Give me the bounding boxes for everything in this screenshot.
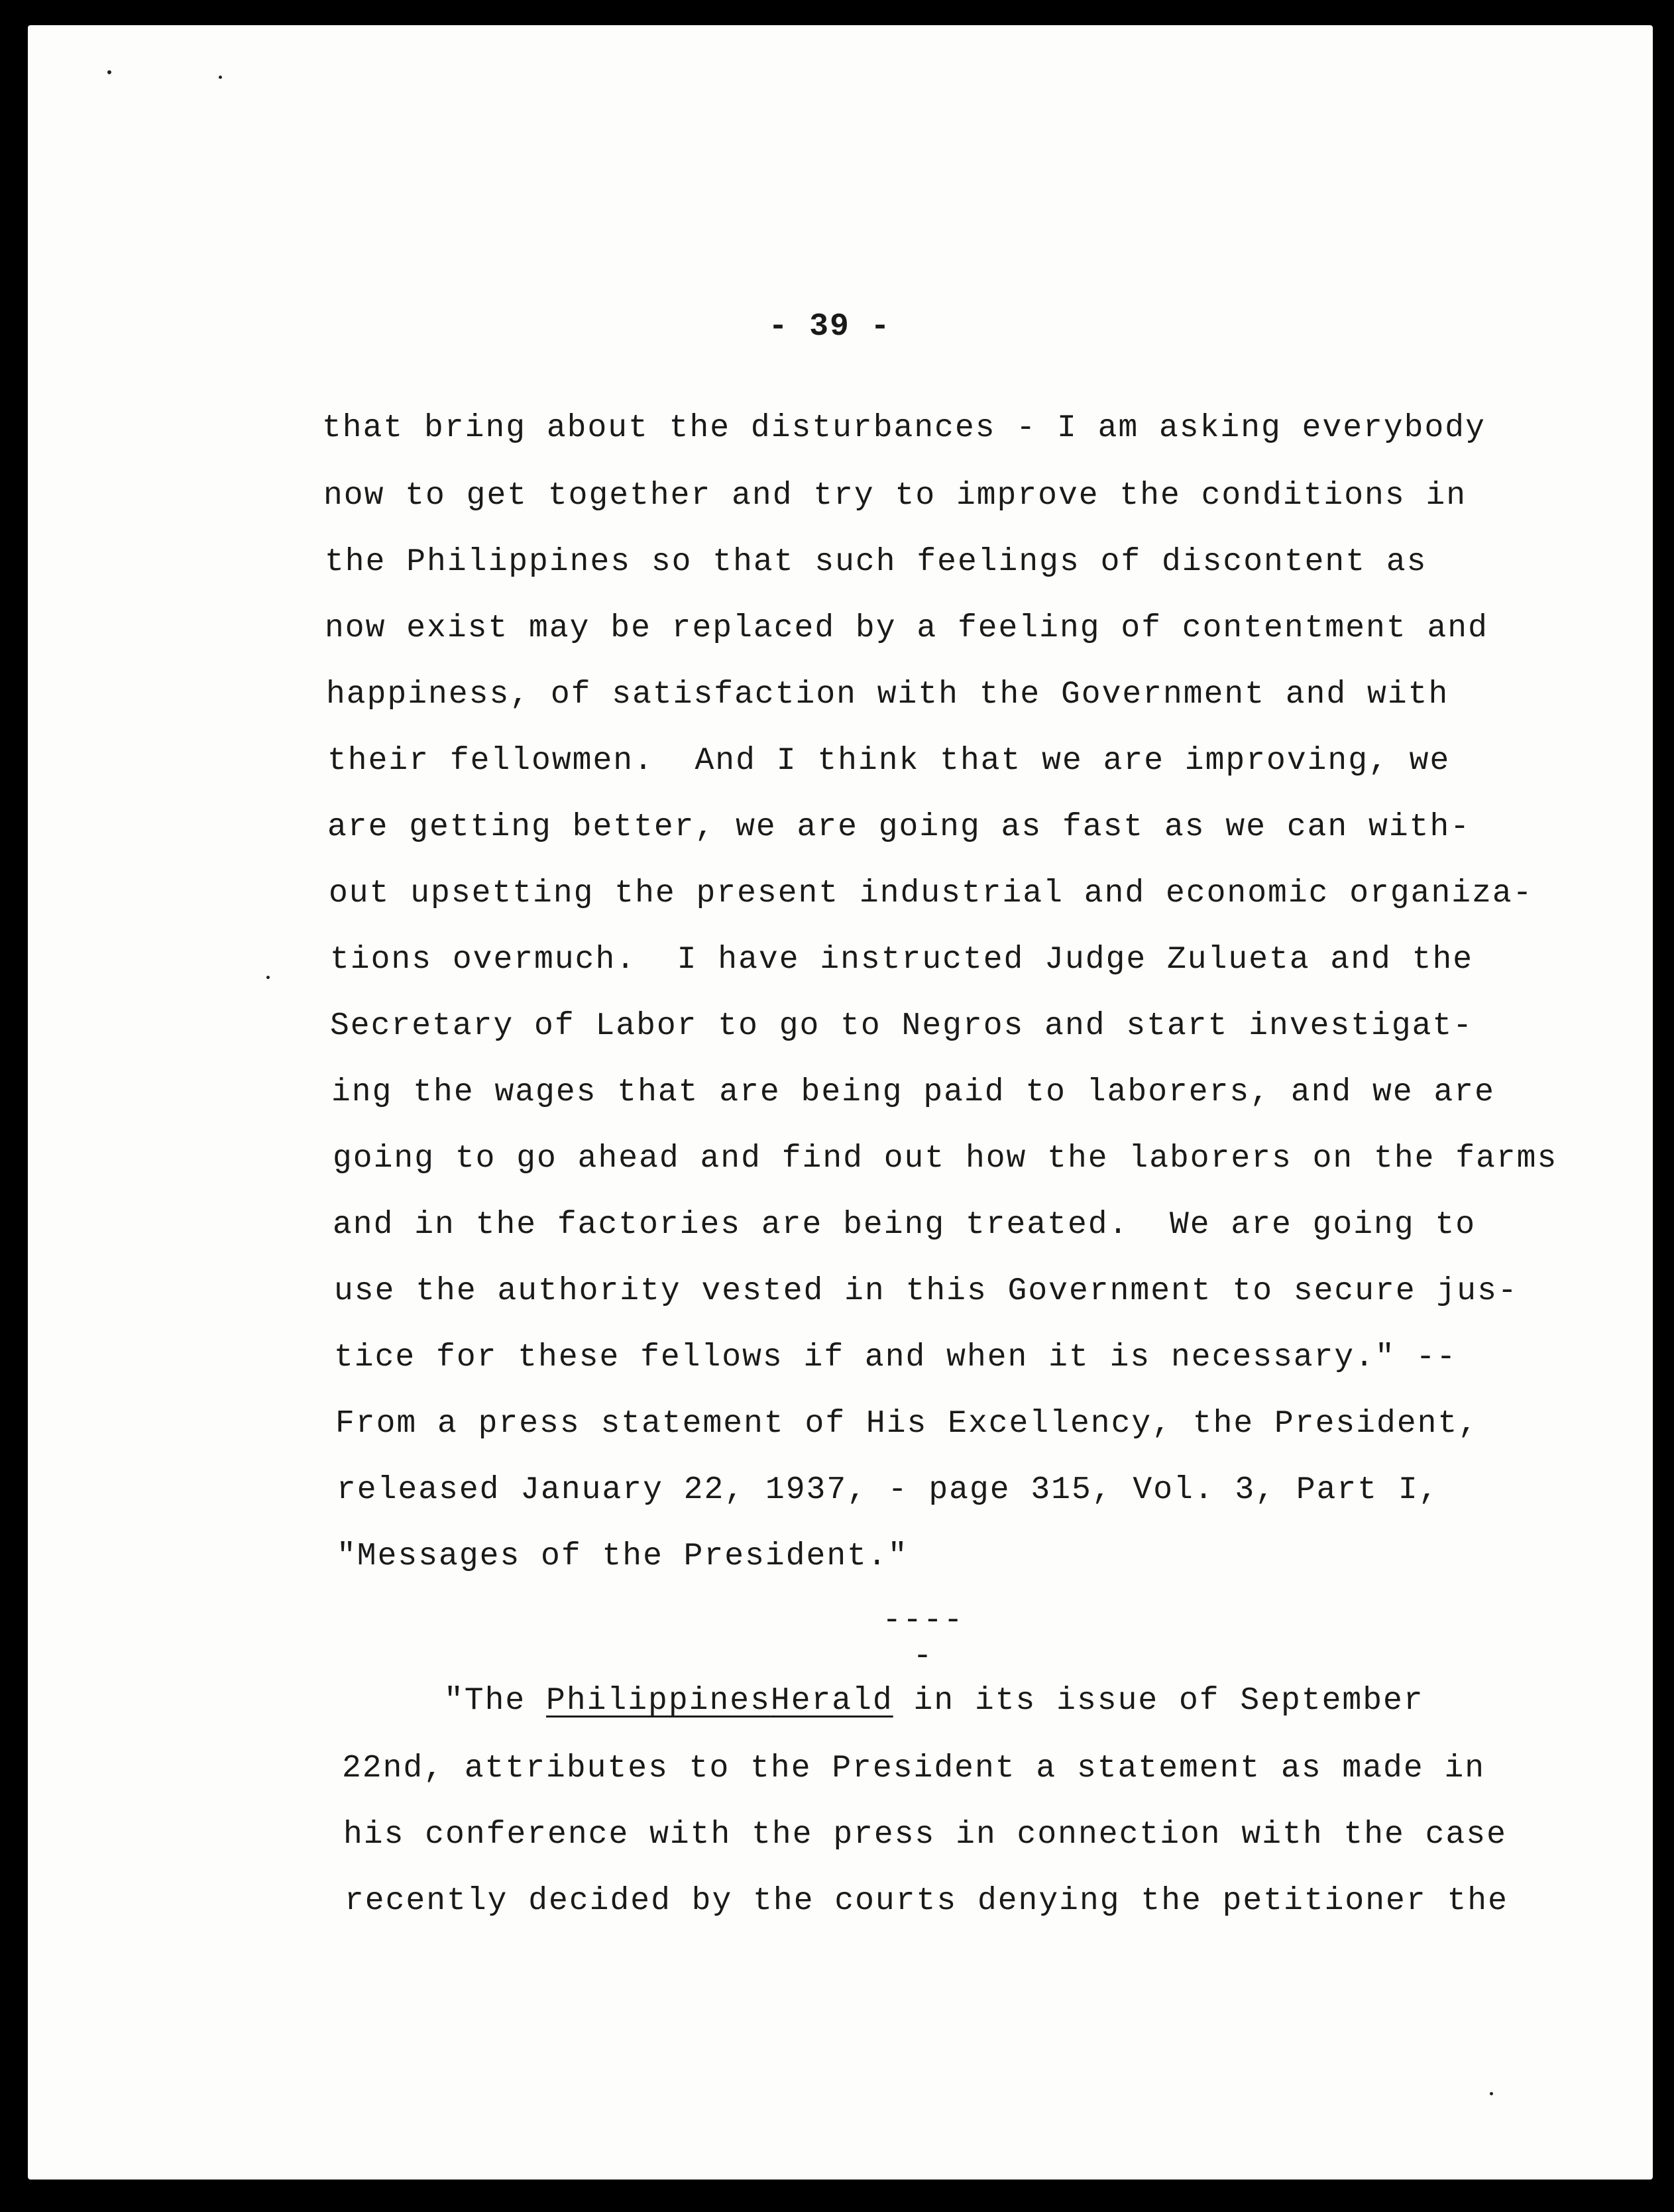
line-prefix: "The <box>444 1683 547 1719</box>
text-line: happiness, of satisfaction with the Government and with <box>326 677 1449 713</box>
text-line: tice for these fellows if and when it is necessary." -- <box>334 1340 1457 1375</box>
text-line: his conference with the press in connection with the case <box>343 1817 1507 1853</box>
text-line: out upsetting the present industrial and economic organiza- <box>329 876 1534 911</box>
text-line: now to get together and try to improve the conditions in <box>323 478 1467 514</box>
text-line: recently decided by the courts denying the petitioner the <box>345 1883 1508 1919</box>
document-page <box>28 25 1653 2180</box>
text-line: are getting better, we are going as fast as we can with- <box>327 809 1471 845</box>
text-line: From a press statement of His Excellency, the President, <box>335 1406 1479 1442</box>
line-suffix: in its issue of September <box>893 1683 1424 1719</box>
section-separator: ----- <box>882 1603 964 1674</box>
text-line: Secretary of Labor to go to Negros and start investigat- <box>330 1008 1474 1044</box>
page-number: - 39 - <box>768 309 891 345</box>
publication-title-part2: Herald <box>770 1683 893 1719</box>
text-line: going to go ahead and find out how the laborers on the farms <box>333 1141 1558 1177</box>
text-line: "Messages of the President." <box>337 1539 909 1574</box>
text-line: released January 22, 1937, - page 315, Vol. 3, Part I, <box>337 1472 1439 1508</box>
text-line: ing the wages that are being paid to laborers, and we are <box>331 1075 1495 1110</box>
text-line: the Philippines so that such feelings of discontent as <box>325 544 1427 580</box>
text-line <box>444 1681 1424 1721</box>
dust-speck <box>1490 2092 1493 2095</box>
dust-speck <box>266 976 270 979</box>
text-line: now exist may be replaced by a feeling of contentment and <box>325 611 1488 646</box>
text-line: and in the factories are being treated. We are going to <box>333 1207 1477 1243</box>
text-line: their fellowmen. And I think that we are improving, we <box>327 743 1451 779</box>
text-line: use the authority vested in this Government to secure jus- <box>334 1273 1518 1309</box>
text-line: tions overmuch. I have instructed Judge Zulueta and the <box>330 942 1474 978</box>
dust-speck <box>107 70 111 74</box>
dust-speck <box>219 76 222 79</box>
publication-title-part1: Philippines <box>546 1683 771 1719</box>
text-line: that bring about the disturbances - I am asking everybody <box>322 410 1486 446</box>
text-line: 22nd, attributes to the President a statement as made in <box>342 1751 1486 1786</box>
